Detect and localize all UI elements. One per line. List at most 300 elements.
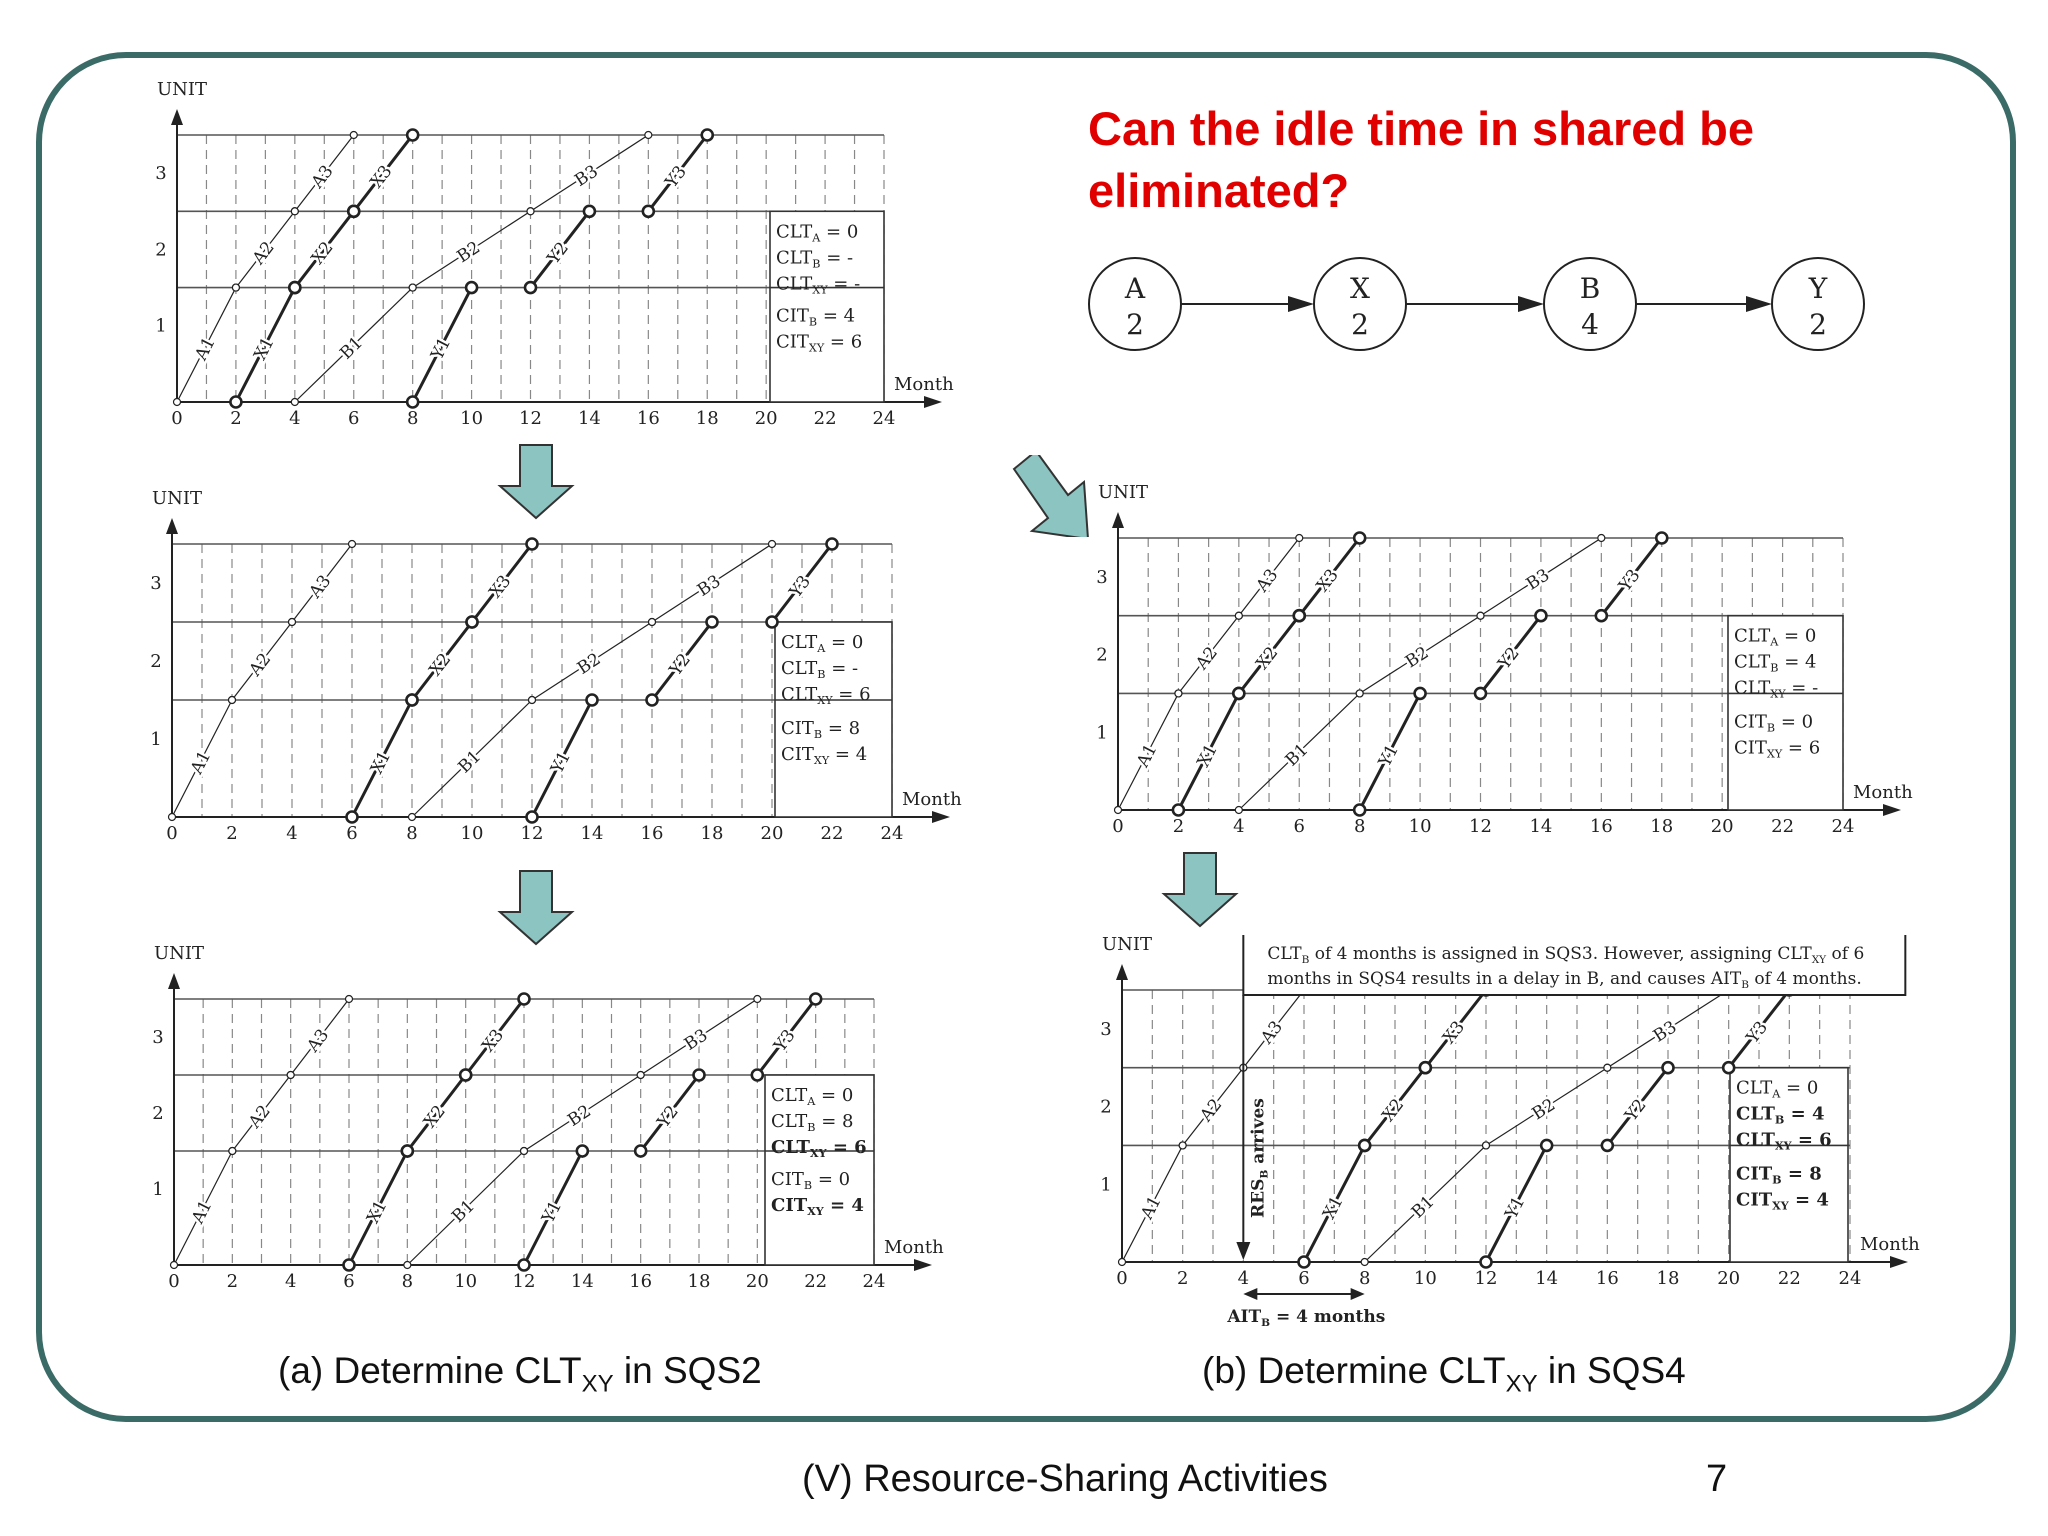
- legend-entry: $CLT_{XY} = 6$: [771, 1137, 867, 1160]
- y-axis-arrowhead: [1116, 964, 1128, 980]
- activity-node: [1119, 1259, 1126, 1266]
- activity-node: [229, 697, 236, 704]
- activity-label: B1: [1281, 739, 1313, 771]
- activity-node: [407, 130, 418, 141]
- activity-node: [1233, 688, 1244, 699]
- activity-node: [635, 1146, 646, 1157]
- activity-node: [348, 206, 359, 217]
- y-tick-label: 2: [150, 651, 162, 672]
- activity-node: [1604, 1064, 1611, 1071]
- x-tick-label: 14: [1535, 1268, 1559, 1289]
- activity-node: [1602, 1140, 1613, 1151]
- legend-entry: $CLT_{XY}$ = -: [776, 273, 861, 297]
- activity-label: X1: [250, 334, 279, 364]
- y-axis-label: UNIT: [1098, 483, 1149, 503]
- x-tick-label: 22: [1777, 1268, 1801, 1289]
- activity-label: Y3: [770, 1025, 800, 1056]
- y-axis-label: UNIT: [154, 943, 205, 964]
- x-tick-label: 14: [570, 1271, 594, 1292]
- activity-node: [1723, 1062, 1734, 1073]
- activity-node: [289, 619, 296, 626]
- x-tick-label: 16: [1595, 1268, 1619, 1289]
- x-tick-label: 24: [872, 408, 896, 429]
- activity-node: [1179, 1142, 1186, 1149]
- ait-label: $AIT_B = 4$ months: [1227, 1307, 1386, 1329]
- x-tick-label: 10: [454, 1271, 478, 1292]
- activity-node: [769, 541, 776, 548]
- activity-node: [1656, 533, 1667, 544]
- activity-label: B3: [571, 161, 602, 191]
- res-arrives-label: $RES_B$ arrives: [1248, 1098, 1271, 1218]
- activity-node: [527, 539, 538, 550]
- activity-node: [647, 695, 658, 706]
- x-axis-label: Month: [902, 789, 962, 810]
- activity-label: A2: [1196, 1095, 1227, 1126]
- x-tick-label: 2: [226, 823, 238, 844]
- x-tick-label: 18: [1650, 816, 1674, 837]
- caption-a-sub: XY: [581, 1370, 614, 1398]
- caption-b-suffix: in SQS4: [1537, 1350, 1686, 1391]
- network-node-label: Y: [1808, 272, 1828, 305]
- activity-label: Y2: [665, 649, 696, 680]
- x-tick-label: 20: [745, 1271, 769, 1292]
- activity-label: X3: [1439, 1017, 1469, 1048]
- legend-entry: $CLT_A = 0$: [776, 221, 859, 245]
- x-tick-label: 10: [460, 408, 484, 429]
- legend-entry: $CIT_B = 0$: [1734, 711, 1814, 735]
- activity-label: A1: [188, 1197, 217, 1227]
- x-tick-label: 12: [519, 408, 542, 429]
- activity-node: [767, 617, 778, 628]
- network-node-duration: 2: [1809, 308, 1827, 341]
- x-tick-label: 0: [171, 408, 183, 429]
- activity-label: A2: [248, 237, 279, 269]
- caption-a-text: (a) Determine CLT: [278, 1350, 582, 1391]
- down-arrow-b1: [1160, 852, 1240, 928]
- activity-node: [1541, 1140, 1552, 1151]
- activity-network: [1088, 252, 1888, 362]
- activity-node: [1481, 1257, 1492, 1268]
- activity-label: Y2: [1494, 643, 1524, 674]
- x-tick-label: 8: [406, 408, 419, 429]
- y-axis-label: UNIT: [157, 79, 208, 100]
- y-axis-label: UNIT: [152, 488, 203, 509]
- x-tick-label: 22: [813, 408, 837, 429]
- activity-label: A2: [1191, 643, 1222, 674]
- network-node-duration: 2: [1126, 308, 1144, 341]
- network-edge-arrowhead: [1288, 296, 1314, 312]
- network-edge-arrowhead: [1746, 296, 1772, 312]
- activity-node: [587, 695, 598, 706]
- activity-node: [1294, 610, 1305, 621]
- activity-label: A3: [303, 1025, 334, 1057]
- activity-node: [169, 814, 176, 821]
- x-tick-label: 2: [1172, 816, 1185, 837]
- activity-node: [402, 1146, 413, 1157]
- activity-node: [1115, 807, 1122, 814]
- legend-entry: $CIT_B = 8$: [1736, 1163, 1822, 1187]
- activity-label: Y3: [661, 162, 691, 192]
- activity-node: [232, 284, 239, 291]
- x-tick-label: 0: [168, 1271, 180, 1292]
- activity-node: [527, 208, 534, 215]
- activity-node: [645, 132, 652, 139]
- activity-node: [230, 397, 241, 408]
- x-tick-label: 4: [1233, 816, 1245, 837]
- x-axis-arrowhead: [924, 396, 942, 408]
- activity-label: X2: [307, 238, 338, 269]
- x-tick-label: 6: [343, 1271, 355, 1292]
- activity-node: [525, 282, 536, 293]
- legend-entry: $CLT_A = 0$: [1734, 625, 1817, 649]
- x-tick-label: 8: [406, 823, 418, 844]
- y-tick-label: 2: [1096, 644, 1108, 666]
- x-tick-label: 10: [1408, 816, 1432, 837]
- activity-node: [1415, 688, 1426, 699]
- activity-node: [291, 208, 298, 215]
- activity-node: [527, 812, 538, 823]
- activity-label: B2: [1402, 642, 1433, 673]
- x-tick-label: 20: [760, 823, 784, 844]
- x-tick-label: 20: [754, 408, 778, 429]
- legend-entry: $CIT_{XY} = 4$: [1736, 1189, 1829, 1213]
- x-tick-label: 6: [1293, 816, 1305, 837]
- activity-node: [1483, 1142, 1490, 1149]
- activity-node: [466, 282, 477, 293]
- legend-entry: $CLT_{XY} = 6$: [781, 684, 871, 707]
- activity-node: [1235, 612, 1242, 619]
- activity-node: [1475, 688, 1486, 699]
- activity-label: A3: [305, 571, 336, 603]
- network-node-label: X: [1350, 272, 1370, 305]
- y-tick-label: 3: [150, 573, 162, 594]
- x-axis-arrowhead: [1890, 1256, 1908, 1268]
- chart-b2: [1090, 935, 1920, 1335]
- legend-entry: $CIT_{XY} = 6$: [1734, 737, 1821, 761]
- caption-a: [278, 1350, 762, 1398]
- ait-arrowhead-right: [1351, 1288, 1365, 1300]
- network-node-label: B: [1579, 272, 1601, 305]
- y-tick-label: 2: [1100, 1096, 1112, 1118]
- activity-node: [584, 206, 595, 217]
- activity-label: X1: [366, 747, 396, 778]
- down-arrow-a1: [496, 444, 576, 520]
- activity-label: X3: [485, 571, 516, 602]
- x-tick-label: 10: [460, 823, 484, 844]
- y-tick-label: 2: [152, 1103, 164, 1124]
- y-axis-arrowhead: [166, 518, 178, 534]
- activity-label: B2: [564, 1101, 595, 1131]
- y-tick-label: 1: [1096, 722, 1108, 744]
- x-tick-label: 0: [1116, 1268, 1128, 1289]
- activity-node: [1173, 805, 1184, 816]
- activity-node: [407, 397, 418, 408]
- legend-entry: $CLT_A = 0$: [781, 632, 864, 655]
- x-axis-label: Month: [894, 374, 954, 395]
- activity-node: [1175, 690, 1182, 697]
- activity-node: [1535, 610, 1546, 621]
- x-axis-arrowhead: [1883, 804, 1901, 816]
- x-tick-label: 2: [226, 1271, 239, 1292]
- legend-entry: $CIT_B = 8$: [781, 718, 861, 741]
- x-tick-label: 6: [348, 408, 360, 429]
- activity-label: Y3: [1615, 565, 1645, 596]
- activity-node: [519, 1260, 530, 1271]
- activity-label: X1: [1193, 740, 1222, 771]
- x-tick-label: 16: [1589, 816, 1613, 837]
- network-edge-arrowhead: [1518, 296, 1544, 312]
- activity-node: [529, 697, 536, 704]
- activity-node: [407, 695, 418, 706]
- x-tick-label: 8: [401, 1271, 414, 1292]
- x-tick-label: 16: [629, 1271, 653, 1292]
- x-tick-label: 2: [230, 408, 242, 429]
- activity-node: [519, 994, 530, 1005]
- y-axis-arrowhead: [1112, 512, 1124, 528]
- x-tick-label: 18: [700, 823, 724, 844]
- legend-entry: $CIT_{XY} = 4$: [781, 744, 868, 767]
- x-tick-label: 12: [1469, 816, 1492, 837]
- legend-entry: $CLT_B = 4$: [1734, 651, 1817, 675]
- down-arrow-a2: [496, 870, 576, 946]
- activity-node: [754, 996, 761, 1003]
- activity-label: X2: [425, 649, 456, 680]
- x-tick-label: 22: [804, 1271, 828, 1292]
- x-tick-label: 14: [1529, 816, 1553, 837]
- legend-entry: $CLT_B = 8$: [771, 1111, 854, 1134]
- chart-a1: [140, 72, 960, 432]
- activity-node: [752, 1070, 763, 1081]
- x-tick-label: 10: [1413, 1268, 1437, 1289]
- x-tick-label: 4: [284, 1271, 297, 1292]
- x-tick-label: 4: [289, 408, 301, 429]
- x-tick-label: 12: [520, 823, 544, 844]
- x-axis-label: Month: [1853, 782, 1913, 803]
- caption-b-sub: XY: [1505, 1370, 1538, 1398]
- legend-entry: $CIT_B = 4$: [776, 305, 856, 329]
- activity-label: Y3: [785, 571, 816, 602]
- x-tick-label: 20: [1717, 1268, 1741, 1289]
- activity-label: A3: [307, 161, 338, 193]
- x-tick-label: 24: [880, 823, 904, 844]
- x-tick-label: 14: [580, 823, 604, 844]
- x-tick-label: 8: [1353, 816, 1366, 837]
- y-tick-label: 2: [155, 239, 167, 261]
- note-text-line: months in SQS4 results in a delay in B, and causes $AIT_B$ of 4 months.: [1267, 969, 1862, 991]
- activity-label: Y3: [1742, 1017, 1772, 1048]
- activity-node: [1596, 610, 1607, 621]
- activity-node: [1354, 533, 1365, 544]
- activity-node: [707, 617, 718, 628]
- legend-entry: $CLT_{XY}$ = -: [1734, 677, 1819, 701]
- activity-label: B2: [573, 649, 605, 679]
- activity-label: B2: [1528, 1094, 1560, 1125]
- activity-label: Y2: [653, 1101, 683, 1132]
- x-tick-label: 6: [1298, 1268, 1310, 1289]
- activity-node: [577, 1146, 588, 1157]
- activity-label: A1: [1133, 740, 1162, 771]
- activity-node: [1359, 1140, 1370, 1151]
- x-tick-label: 24: [1831, 816, 1855, 837]
- ait-arrowhead-left: [1243, 1288, 1257, 1300]
- activity-label: B1: [448, 1196, 479, 1227]
- x-tick-label: 6: [346, 823, 358, 844]
- activity-node: [1477, 612, 1484, 619]
- x-axis-label: Month: [1860, 1234, 1920, 1255]
- activity-label: X2: [1252, 643, 1283, 674]
- diagonal-arrow: [1002, 455, 1094, 537]
- activity-label: X3: [366, 161, 397, 193]
- x-tick-label: 18: [687, 1271, 711, 1292]
- chart-a3: [137, 935, 967, 1295]
- activity-node: [404, 1262, 411, 1269]
- x-tick-label: 18: [1656, 1268, 1680, 1289]
- activity-node: [810, 994, 821, 1005]
- activity-node: [1235, 807, 1242, 814]
- x-axis-arrowhead: [914, 1259, 932, 1271]
- y-tick-label: 3: [1100, 1018, 1112, 1040]
- activity-label: X3: [478, 1025, 509, 1056]
- activity-label: A3: [1257, 1017, 1287, 1048]
- legend-entry: $CLT_A = 0$: [771, 1085, 854, 1108]
- activity-label: A1: [191, 333, 220, 364]
- activity-node: [1296, 535, 1303, 542]
- activity-node: [827, 539, 838, 550]
- question-title: Can the idle time in shared be eliminated?: [1088, 102, 1754, 217]
- activity-label: X2: [419, 1101, 450, 1132]
- caption-b-text: (b) Determine CLT: [1202, 1350, 1506, 1391]
- y-axis-label: UNIT: [1102, 935, 1153, 955]
- x-tick-label: 20: [1710, 816, 1734, 837]
- caption-a-suffix: in SQS2: [613, 1350, 762, 1391]
- activity-node: [1598, 535, 1605, 542]
- activity-node: [409, 284, 416, 291]
- activity-node: [643, 206, 654, 217]
- activity-node: [347, 812, 358, 823]
- activity-label: B2: [453, 237, 484, 268]
- activity-node: [521, 1148, 528, 1155]
- chart-b1: [1088, 483, 1918, 843]
- x-tick-label: 4: [1237, 1268, 1250, 1289]
- activity-node: [694, 1070, 705, 1081]
- activity-label: X2: [1378, 1095, 1409, 1126]
- x-tick-label: 12: [512, 1271, 536, 1292]
- x-tick-label: 24: [862, 1271, 886, 1292]
- activity-node: [287, 1072, 294, 1079]
- activity-node: [702, 130, 713, 141]
- x-tick-label: 14: [577, 408, 601, 429]
- activity-node: [1299, 1257, 1310, 1268]
- activity-node: [289, 282, 300, 293]
- legend-entry: $CLT_{XY} = 6$: [1736, 1129, 1832, 1153]
- activity-label: B3: [693, 571, 725, 601]
- activity-node: [1663, 1062, 1674, 1073]
- activity-label: X1: [1319, 1192, 1348, 1223]
- legend-entry: $CIT_B = 0$: [771, 1169, 851, 1192]
- caption-b: [1202, 1350, 1686, 1398]
- activity-node: [1361, 1259, 1368, 1266]
- x-axis-arrowhead: [932, 811, 950, 823]
- activity-label: A1: [1137, 1192, 1166, 1223]
- x-tick-label: 2: [1176, 1268, 1189, 1289]
- legend-entry: $CLT_B$ = -: [781, 658, 859, 681]
- activity-node: [349, 541, 356, 548]
- activity-label: B1: [336, 332, 367, 364]
- activity-label: B1: [1407, 1191, 1439, 1223]
- activity-label: Y1: [547, 748, 575, 777]
- x-tick-label: 16: [636, 408, 660, 429]
- activity-node: [291, 399, 298, 406]
- activity-node: [460, 1070, 471, 1081]
- res-arrives-arrowhead: [1236, 1242, 1250, 1260]
- activity-node: [229, 1148, 236, 1155]
- activity-node: [171, 1262, 178, 1269]
- chart-a2: [135, 487, 970, 847]
- legend-entry: $CLT_A = 0$: [1736, 1077, 1819, 1101]
- activity-node: [637, 1072, 644, 1079]
- activity-node: [346, 996, 353, 1003]
- x-tick-label: 16: [640, 823, 664, 844]
- activity-label: Y2: [543, 238, 573, 269]
- y-axis-arrowhead: [168, 973, 180, 989]
- x-tick-label: 22: [820, 823, 844, 844]
- activity-label: B3: [1522, 565, 1554, 595]
- x-tick-label: 0: [166, 823, 178, 844]
- network-node-duration: 2: [1351, 308, 1369, 341]
- page-number: 7: [1706, 1458, 1728, 1500]
- y-tick-label: 1: [1100, 1174, 1112, 1196]
- x-tick-label: 24: [1838, 1268, 1862, 1289]
- y-tick-label: 3: [152, 1027, 164, 1048]
- activity-label: Y1: [427, 334, 456, 364]
- y-tick-label: 3: [1096, 566, 1108, 588]
- x-tick-label: 0: [1112, 816, 1124, 837]
- y-axis-arrowhead: [171, 109, 183, 125]
- activity-label: X1: [363, 1197, 392, 1227]
- activity-label: X3: [1312, 565, 1343, 596]
- x-tick-label: 12: [1474, 1268, 1498, 1289]
- activity-node: [1356, 690, 1363, 697]
- activity-node: [409, 814, 416, 821]
- x-tick-label: 8: [1358, 1268, 1371, 1289]
- x-tick-label: 22: [1771, 816, 1795, 837]
- legend-entry: $CIT_{XY} = 6$: [776, 331, 863, 355]
- activity-label: Y1: [1501, 1193, 1530, 1223]
- activity-label: Y1: [1374, 741, 1403, 771]
- legend-entry: $CIT_{XY} = 4$: [771, 1195, 864, 1218]
- activity-node: [1420, 1062, 1431, 1073]
- activity-node: [467, 617, 478, 628]
- y-tick-label: 1: [150, 729, 162, 750]
- note-text-line: $CLT_B$ of 4 months is assigned in SQS3. However, assigning $CLT_{XY}$ of 6: [1267, 944, 1865, 966]
- activity-label: Y2: [1621, 1095, 1651, 1126]
- y-tick-label: 1: [155, 315, 167, 337]
- y-tick-label: 3: [155, 163, 167, 185]
- activity-node: [350, 132, 357, 139]
- activity-label: B1: [454, 746, 486, 778]
- activity-node: [1354, 805, 1365, 816]
- legend-entry: $CLT_B = 4$: [1736, 1103, 1825, 1127]
- activity-node: [344, 1260, 355, 1271]
- activity-label: B3: [680, 1025, 712, 1055]
- legend-entry: $CLT_B$ = -: [776, 247, 854, 271]
- activity-node: [174, 399, 181, 406]
- activity-label: B3: [1649, 1017, 1681, 1047]
- x-axis-label: Month: [884, 1237, 944, 1258]
- x-tick-label: 18: [695, 408, 719, 429]
- activity-node: [649, 619, 656, 626]
- x-tick-label: 4: [286, 823, 298, 844]
